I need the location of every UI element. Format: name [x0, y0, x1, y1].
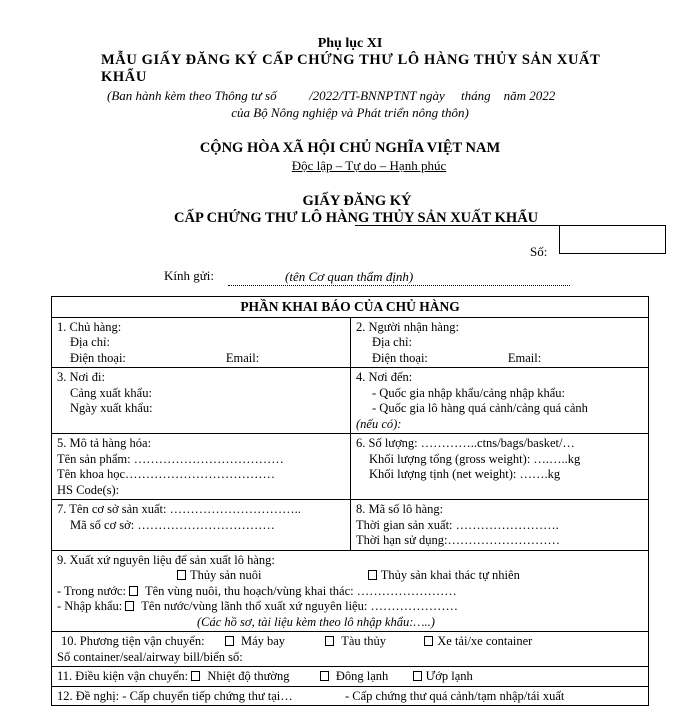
container-number[interactable]: Số container/seal/airway bill/biển số:: [57, 649, 243, 664]
import-country: - Quốc gia nhập khẩu/cảng nhập khẩu:: [372, 385, 565, 400]
table-row: [52, 368, 649, 434]
origin-label: 3. Nơi đi:: [57, 370, 105, 384]
aquaculture-option[interactable]: [177, 568, 262, 582]
consignee-email: Email:: [507, 350, 542, 365]
request-cell: [52, 686, 649, 706]
checkbox-icon: [129, 586, 138, 596]
goods-description-cell[interactable]: [52, 434, 351, 500]
table-row: [52, 317, 649, 368]
addressee-label: Kính gửi:: [164, 268, 215, 283]
aquaculture-label: Thủy sản nuôi: [190, 568, 262, 582]
shipper-email: Email:: [225, 350, 260, 365]
table-row: [52, 434, 649, 500]
transit-note: (nếu có):: [356, 416, 402, 431]
airplane-option[interactable]: [225, 634, 285, 648]
import-origin-line[interactable]: [57, 599, 644, 615]
issued-note-line1: (Ban hành kèm theo Thông tư số /2022/TT-BNNPTNT ngày tháng năm 2022: [107, 88, 556, 103]
frozen-option[interactable]: [320, 669, 389, 683]
transport-condition-line: [57, 669, 644, 685]
doc-title: GIẤY ĐĂNG KÝ: [302, 193, 412, 209]
export-date: Ngày xuất khẩu:: [70, 401, 153, 415]
facility-cell[interactable]: [52, 500, 351, 551]
transport-condition-label: 11. Điều kiện vận chuyển:: [57, 669, 189, 683]
import-origin-label: - Nhập khẩu:: [57, 599, 123, 613]
ship-label: Tàu thủy: [341, 634, 386, 648]
product-name: Tên sản phẩm: ………………………………: [57, 451, 284, 466]
addressee-dotline: [228, 285, 570, 286]
hs-code: HS Code(s):: [57, 482, 120, 497]
ambient-option[interactable]: [191, 669, 289, 683]
checkbox-icon: [177, 570, 186, 580]
form-title-line1: MẪU GIẤY ĐĂNG KÝ CẤP CHỨNG THƯ LÔ HÀNG THỦY SẢN XUẤT: [101, 52, 601, 68]
transport-condition-cell: [52, 667, 649, 687]
shipper-address: Địa chỉ:: [70, 335, 110, 349]
checkbox-icon: [368, 570, 377, 580]
import-docs-note: (Các hồ sơ, tài liệu kèm theo lô nhập khẩu:…..): [197, 614, 435, 629]
goods-description-label: 5. Mô tả hàng hóa:: [57, 436, 152, 450]
chilled-option[interactable]: [413, 669, 473, 683]
table-header: PHẦN KHAI BÁO CỦA CHỦ HÀNG: [52, 297, 649, 318]
form-title-line2: KHẨU: [101, 69, 147, 85]
quantity-cell[interactable]: [351, 434, 649, 500]
checkbox-icon: [413, 671, 422, 681]
wild-catch-label: Thủy sản khai thác tự nhiên: [380, 568, 520, 582]
shipper-cell[interactable]: [52, 317, 351, 368]
transport-label: 10. Phương tiện vận chuyển:: [61, 634, 205, 648]
checkbox-icon: [424, 636, 433, 646]
checkbox-icon: [225, 636, 234, 646]
shipper-label: 1. Chủ hàng:: [57, 319, 122, 334]
raw-material-origin-label: 9. Xuất xứ nguyên liệu để sản xuất lô hàng:: [57, 552, 275, 567]
consignee-address: Địa chỉ:: [372, 335, 412, 349]
checkbox-icon: [125, 601, 134, 611]
domestic-origin-label: - Trong nước:: [57, 583, 126, 598]
chilled-label: Ướp lạnh: [425, 669, 473, 683]
destination-label: 4. Nơi đến:: [356, 370, 413, 384]
subtitle-underline: [355, 225, 560, 226]
truck-label: Xe tải/xe container: [437, 634, 533, 648]
facility-name: 7. Tên cơ sở sản xuất: …………………………..: [57, 502, 301, 516]
production-time: Thời gian sản xuất: …………………….: [356, 517, 559, 532]
checkbox-icon: [320, 671, 329, 681]
number-label: Số:: [530, 244, 548, 259]
request-transit-option[interactable]: - Cấp chứng thư quá cảnh/tạm nhập/tái xuất: [344, 688, 565, 703]
net-weight: Khối lượng tịnh (net weight): …….kg: [369, 467, 561, 481]
ambient-label: Nhiệt độ thường: [207, 669, 290, 683]
destination-cell[interactable]: [351, 368, 649, 434]
facility-code: Mã số cơ sở: ……………………………: [70, 517, 275, 532]
domestic-origin-text: Tên vùng nuôi, thu hoạch/vùng khai thác: ……………………: [144, 583, 457, 598]
ship-option[interactable]: [325, 634, 386, 648]
request-line: [57, 689, 644, 705]
request-transfer-option[interactable]: - Cấp chuyển tiếp chứng thư tại…: [122, 688, 293, 703]
transport-line: [57, 634, 644, 650]
appendix-label: Phụ lục XI: [317, 36, 383, 51]
consignee-phone-email: [356, 351, 644, 367]
scientific-name: Tên khoa học………………………………: [57, 467, 276, 481]
country-name: CỘNG HÒA XÃ HỘI CHỦ NGHĨA VIỆT NAM: [199, 140, 501, 156]
issued-note-line2: của Bộ Nông nghiệp và Phát triển nông thôn): [231, 105, 469, 120]
quantity-label: 6. Số lượng: …………..ctns/bags/basket/…: [356, 436, 575, 450]
consignee-label: 2. Người nhận hàng:: [356, 319, 459, 334]
raw-material-origin-cell: [52, 550, 649, 632]
export-port: Cảng xuất khẩu:: [70, 385, 152, 400]
consignee-cell[interactable]: [351, 317, 649, 368]
expiry-date: Thời hạn sử dụng:………………………: [356, 533, 561, 547]
transit-country: - Quốc gia lô hàng quá cảnh/cảng quá cảnh: [372, 401, 588, 415]
table-row: [52, 686, 649, 706]
transport-cell: [52, 632, 649, 667]
request-label: 12. Đề nghị:: [57, 688, 120, 703]
lot-code: 8. Mã số lô hàng:: [356, 502, 444, 516]
national-slogan: Độc lập – Tự do – Hạnh phúc: [291, 158, 447, 173]
lot-cell[interactable]: [351, 500, 649, 551]
table-row: [52, 667, 649, 687]
doc-subtitle: CẤP CHỨNG THƯ LÔ HÀNG THỦY SẢN XUẤT KHẨU: [174, 210, 539, 226]
consignee-phone: Điện thoại:: [372, 350, 428, 365]
table-row: [52, 500, 649, 551]
airplane-label: Máy bay: [240, 634, 286, 648]
frozen-label: Đông lạnh: [335, 669, 389, 683]
declaration-table: [51, 296, 649, 706]
checkbox-icon: [191, 671, 200, 681]
domestic-origin-line[interactable]: [57, 584, 644, 600]
shipper-phone: Điện thoại:: [70, 350, 126, 365]
number-box[interactable]: [559, 225, 666, 254]
truck-option[interactable]: [424, 634, 532, 648]
wild-catch-option[interactable]: [368, 568, 520, 582]
table-header-row: [52, 297, 649, 318]
table-row: [52, 550, 649, 632]
gross-weight: Khối lượng tổng (gross weight): ….…..kg: [369, 451, 581, 466]
addressee-value: (tên Cơ quan thẩm định): [285, 269, 414, 284]
raw-material-options: [57, 568, 644, 584]
table-row: [52, 632, 649, 667]
shipper-phone-email: [57, 351, 346, 367]
checkbox-icon: [325, 636, 334, 646]
import-origin-text: Tên nước/vùng lãnh thổ xuất xứ nguyên liệu: …………………: [141, 599, 458, 613]
origin-cell[interactable]: [52, 368, 351, 434]
